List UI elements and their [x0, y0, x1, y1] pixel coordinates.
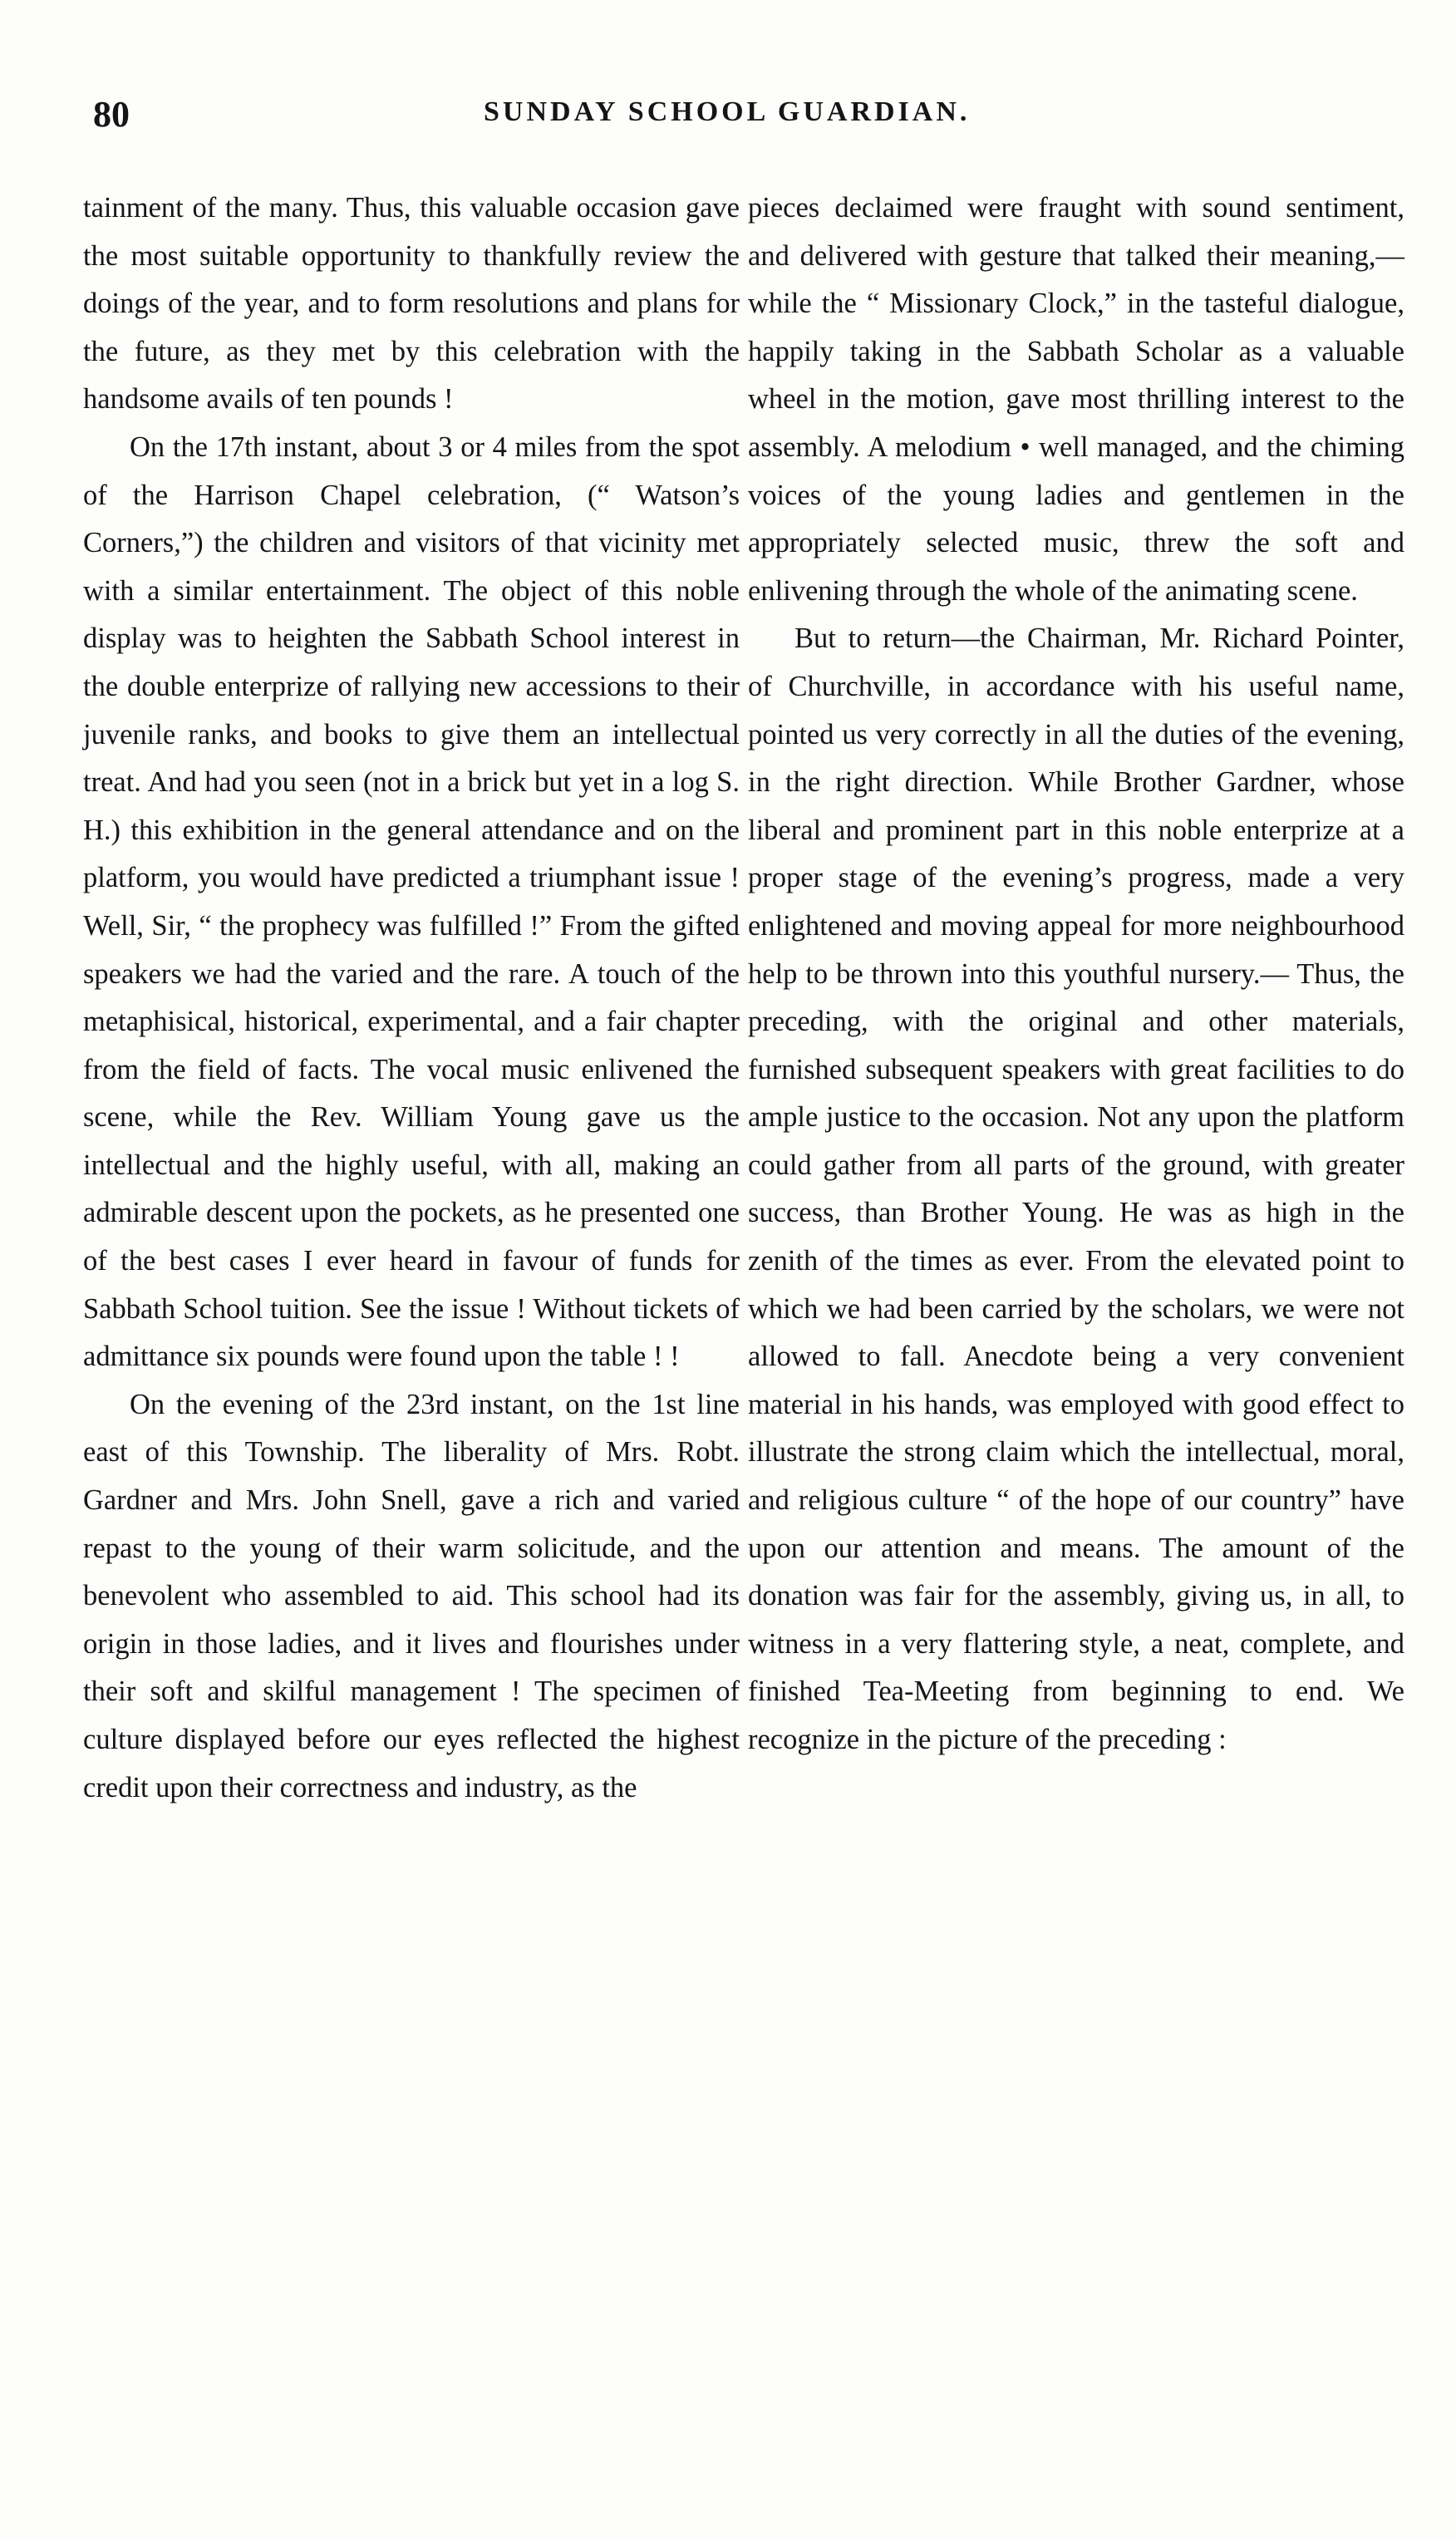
left-paragraph-2: On the 17th instant, about 3 or 4 miles from the spot of the Harrison Chapel celebration, (“ Watson’s Corners,”) the children and visitors of that vicinity met with a similar entertainment. The object of this noble display was to heighten the Sabbath School interest in the double enterprize of rallying new accessions to their juvenile ranks, and books to give them an intellectual treat. And had you seen (not in a brick but yet in a log S. H.) this exhibition in the general attendance and on the platform, you would have predicted a triumphant issue ! Well, Sir, “ the prophecy was fulfilled !” From the gifted speakers we had the varied and the rare. A touch of the metaphisical, historical, experimental, and a fair chapter from the field of facts. The vocal music enlivened the scene, while the Rev. William Young gave us the intellectual and the highly useful, with all, making an admirable descent upon the pockets, as he presented one of the best cases I ever heard in favour of funds for Sabbath School tuition. See the issue ! Without tickets of admittance six pounds were found upon the table ! !	[83, 431, 740, 1373]
left-paragraph-1: tainment of the many. Thus, this valuable occasion gave the most suitable opportunity to thankfully review the doings of the year, and to form resolutions and plans for the future, as they met by this celebration with the handsome avails of ten pounds !	[83, 192, 740, 416]
right-paragraph-2: But to return—the Chairman, Mr. Richard Pointer, of Churchville, in accordance with his useful name, pointed us very correctly in all the duties of the evening, in the right direction. While Brother Gardner, whose liberal and prominent part in this noble enterprize at a proper stage of the evening’s progress, made a very enlightened and moving appeal for more neighbourhood help to be thrown into this youthful nursery.— Thus, the preceding, with the original and other materials, furnished subsequent speakers with great facilities to do ample justice to the occasion. Not any upon the platform could gather from all parts of the ground, with greater success, than Brother Young. He was as high in the zenith of the times as ever. From the elevated point to which we had been carried by the scholars, we were not allowed to fall. Anecdote being a very convenient material in his hands, was employed with good effect to illustrate the strong claim which the intellectual, moral, and religious culture “ of the hope of our country” have upon our attention and means. The amount of the donation was fair for the assembly, giving us, in all, to witness in a very flattering style, a neat, complete, and finished Tea-Meeting from beginning to end. We recognize in the picture of the preceding :	[748, 622, 1404, 1755]
left-paragraph-3: On the evening of the 23rd instant, on the 1st line east of this Township. The liberality of Mrs. Robt. Gardner and Mrs. John Snell, gave a rich and varied repast to the young of their warm solicitude, and the benevolent who assembled to aid. This school had its origin in those ladies, and it lives and flourishes under their soft and skilful management ! The specimen of culture displayed before our eyes reflected the highest credit upon their correctness and industry, as the	[83, 1388, 740, 1803]
page-number: 80	[93, 94, 130, 135]
journal-title: SUNDAY SCHOOL GUARDIAN.	[484, 96, 971, 127]
right-column	[748, 185, 1404, 1764]
running-head	[93, 93, 1390, 143]
right-paragraph-1: pieces declaimed were fraught with sound sentiment, and delivered with gesture that talked their meaning,— while the “ Missionary Clock,” in the tasteful dialogue, happily taking in the Sabbath Scholar as a valuable wheel in the motion, gave most thrilling interest to the assembly. A melodium • well managed, and the chiming voices of the young ladies and gentlemen in the appropriately selected music, threw the soft and enlivening through the whole of the animating scene.	[748, 192, 1404, 607]
left-column	[83, 185, 740, 1812]
